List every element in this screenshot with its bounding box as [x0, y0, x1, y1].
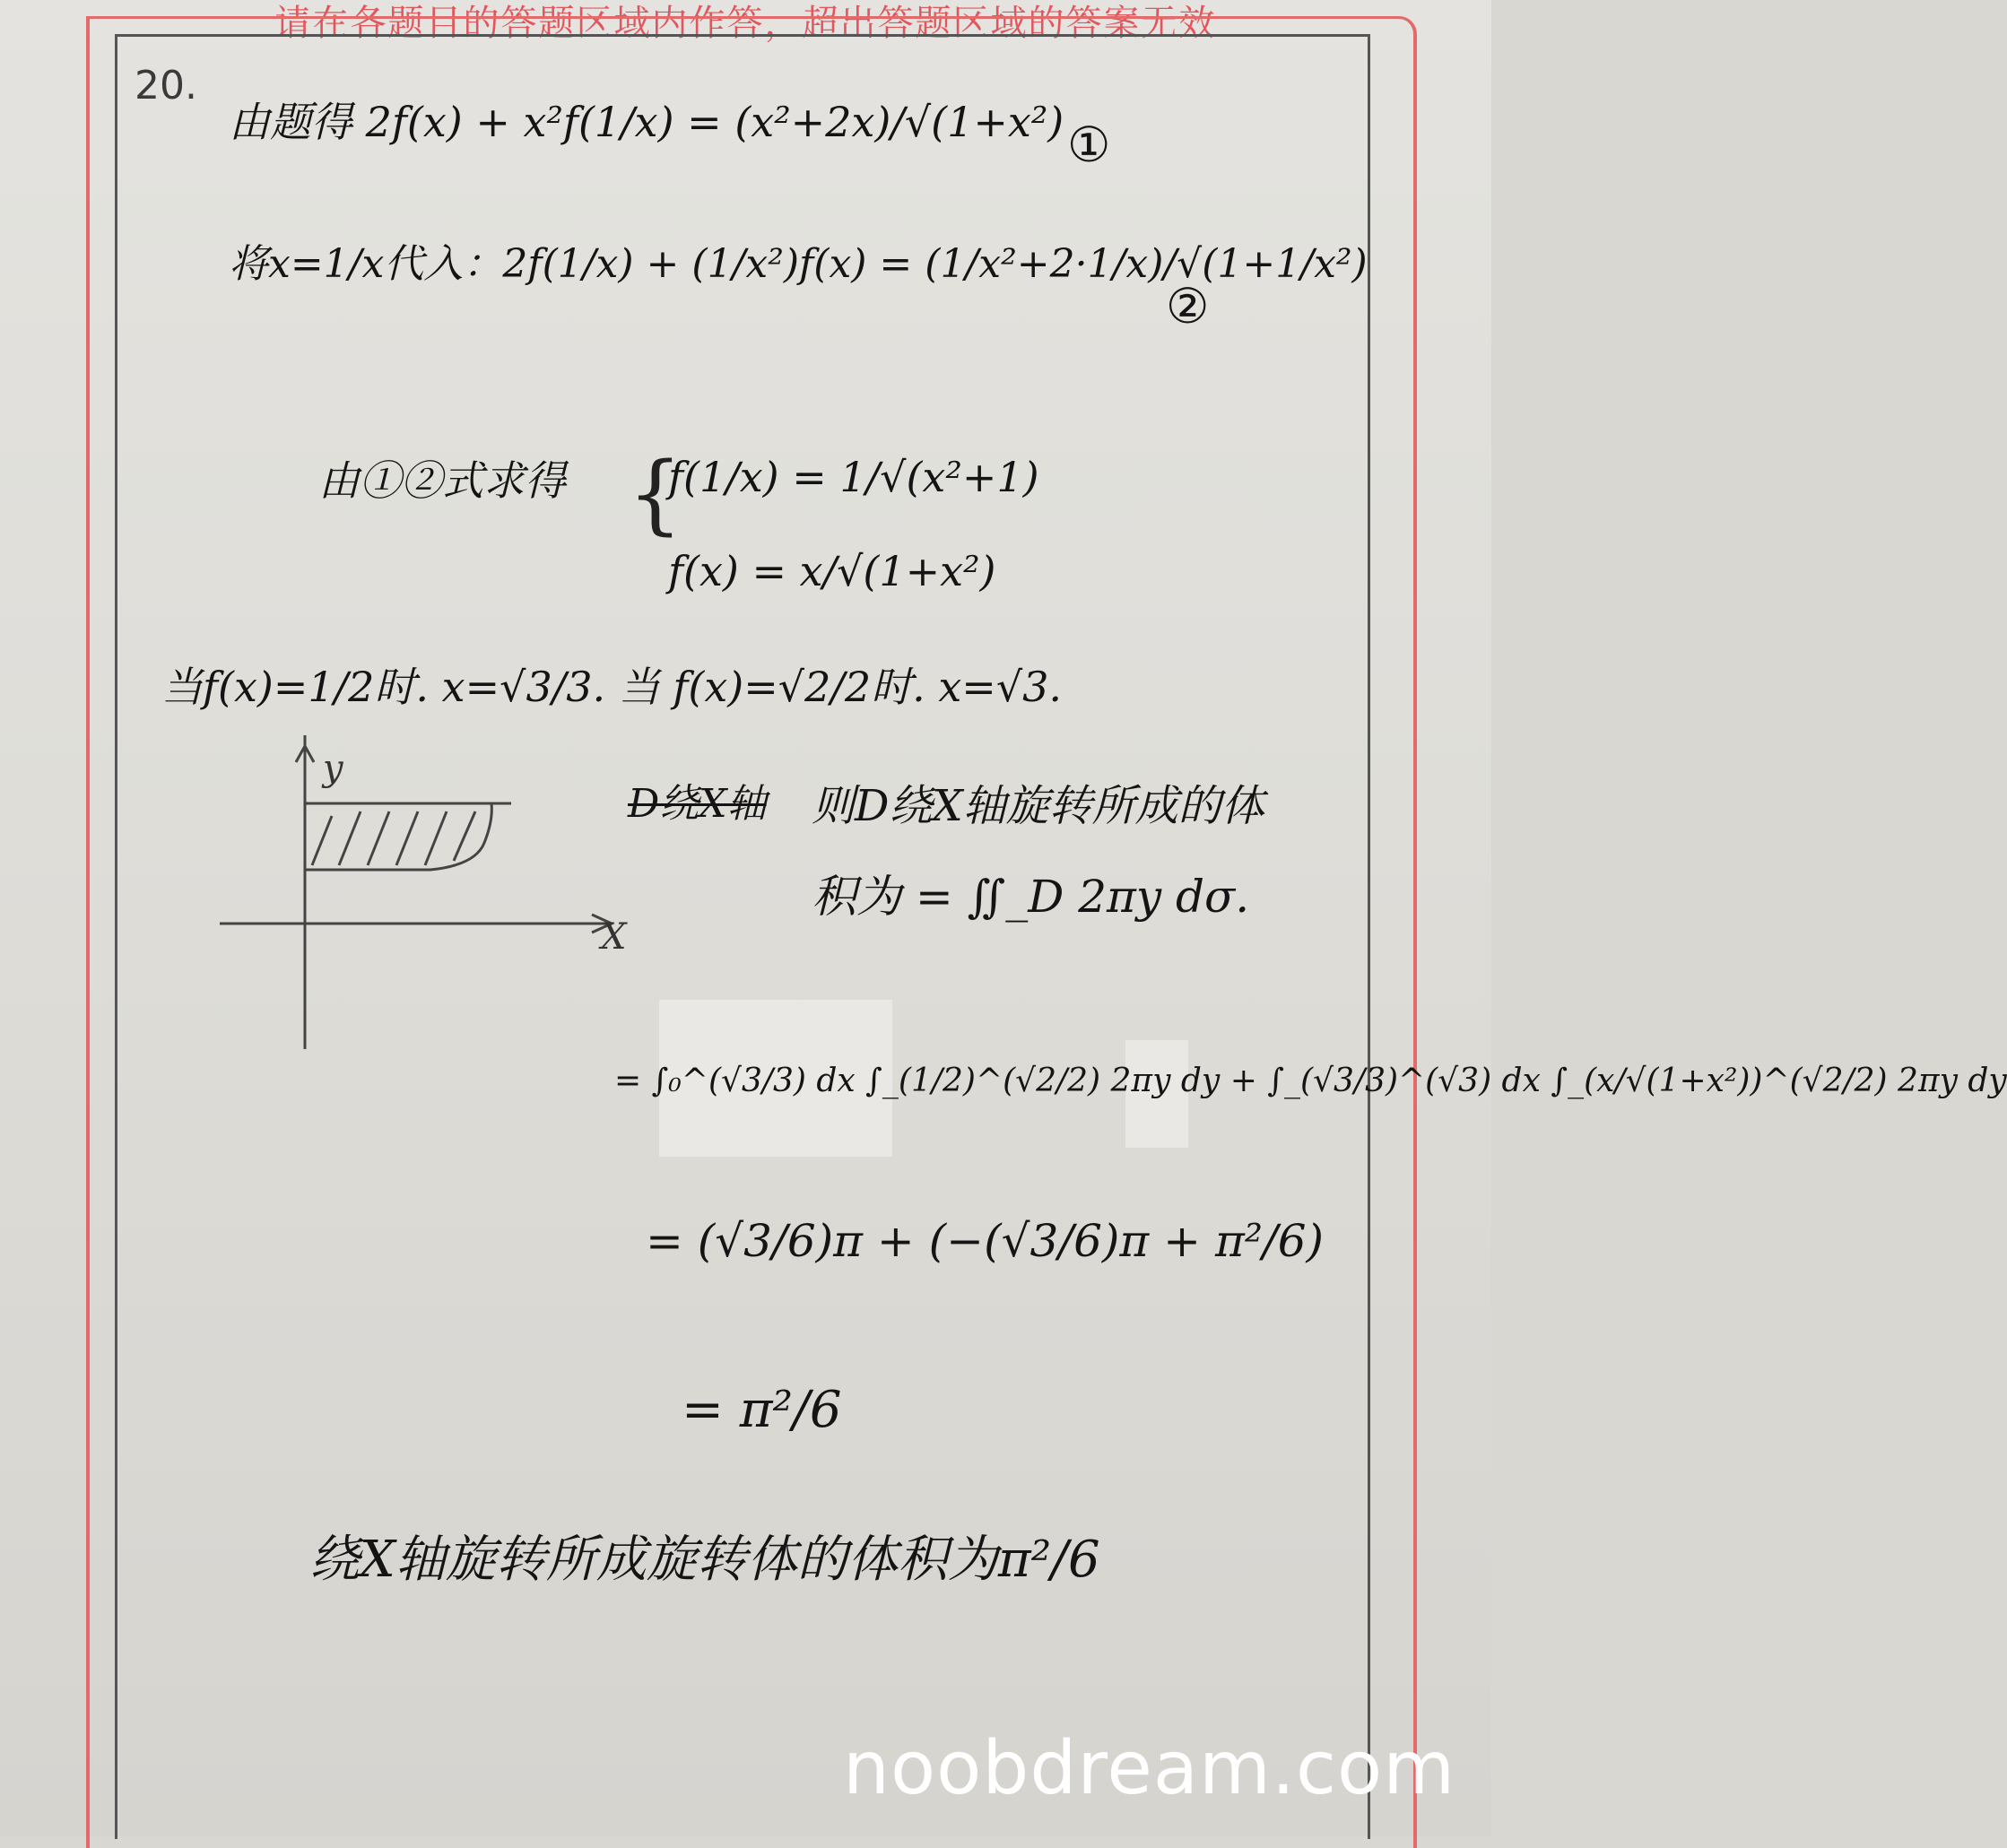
- equation-tag-2: ②: [1166, 278, 1210, 334]
- iterated-integral-line: = ∫₀^(√3/3) dx ∫_(1/2)^(√2/2) 2πy dy + ∫_(√3/3)^(√3) dx ∫_(x/√(1+x²))^(√2/2) 2πy dy: [614, 1063, 2007, 1099]
- hatch-lines: [312, 811, 475, 865]
- equation-line-1: 由题得 2f(x) + x²f(1/x) = (x²+2x)/√(1+x²): [229, 98, 1064, 146]
- volume-integral: 积为 = ∬_D 2πy dσ.: [812, 871, 1250, 923]
- solution-f-of-1-over-x: f(1/x) = 1/√(x²+1): [668, 453, 1039, 501]
- region-sketch: [206, 735, 637, 1058]
- boundary-values-line: 当f(x)=1/2时. x=√3/3. 当 f(x)=√2/2时. x=√3.: [161, 663, 1063, 711]
- equation-line-2: 将x=1/x代入：2f(1/x) + (1/x²)f(x) = (1/x²+2·1/x)/√(1+1/x²): [229, 241, 1368, 287]
- question-number: 20.: [135, 63, 197, 108]
- site-watermark: noobdream.com: [843, 1726, 1456, 1811]
- volume-statement: 则D绕X轴旋转所成的体: [812, 781, 1264, 831]
- equation-tag-1: ①: [1067, 117, 1111, 173]
- x-axis-label: X: [601, 916, 627, 958]
- solution-f-of-x: f(x) = x/√(1+x²): [668, 547, 996, 595]
- struck-text: D绕X轴: [628, 781, 767, 827]
- y-axis-label: y: [323, 748, 343, 789]
- conclusion-line: 绕X轴旋转所成旋转体的体积为π²/6: [309, 1531, 1100, 1589]
- system-brace: {: [628, 444, 683, 544]
- evaluation-line: = (√3/6)π + (−(√3/6)π + π²/6): [646, 1215, 1325, 1267]
- answer-area-notice: 请在各题目的答题区域内作答，超出答题区域的答案无效: [274, 3, 1217, 44]
- solve-intro: 由①②式求得: [318, 456, 566, 505]
- result-line: = π²/6: [682, 1381, 842, 1439]
